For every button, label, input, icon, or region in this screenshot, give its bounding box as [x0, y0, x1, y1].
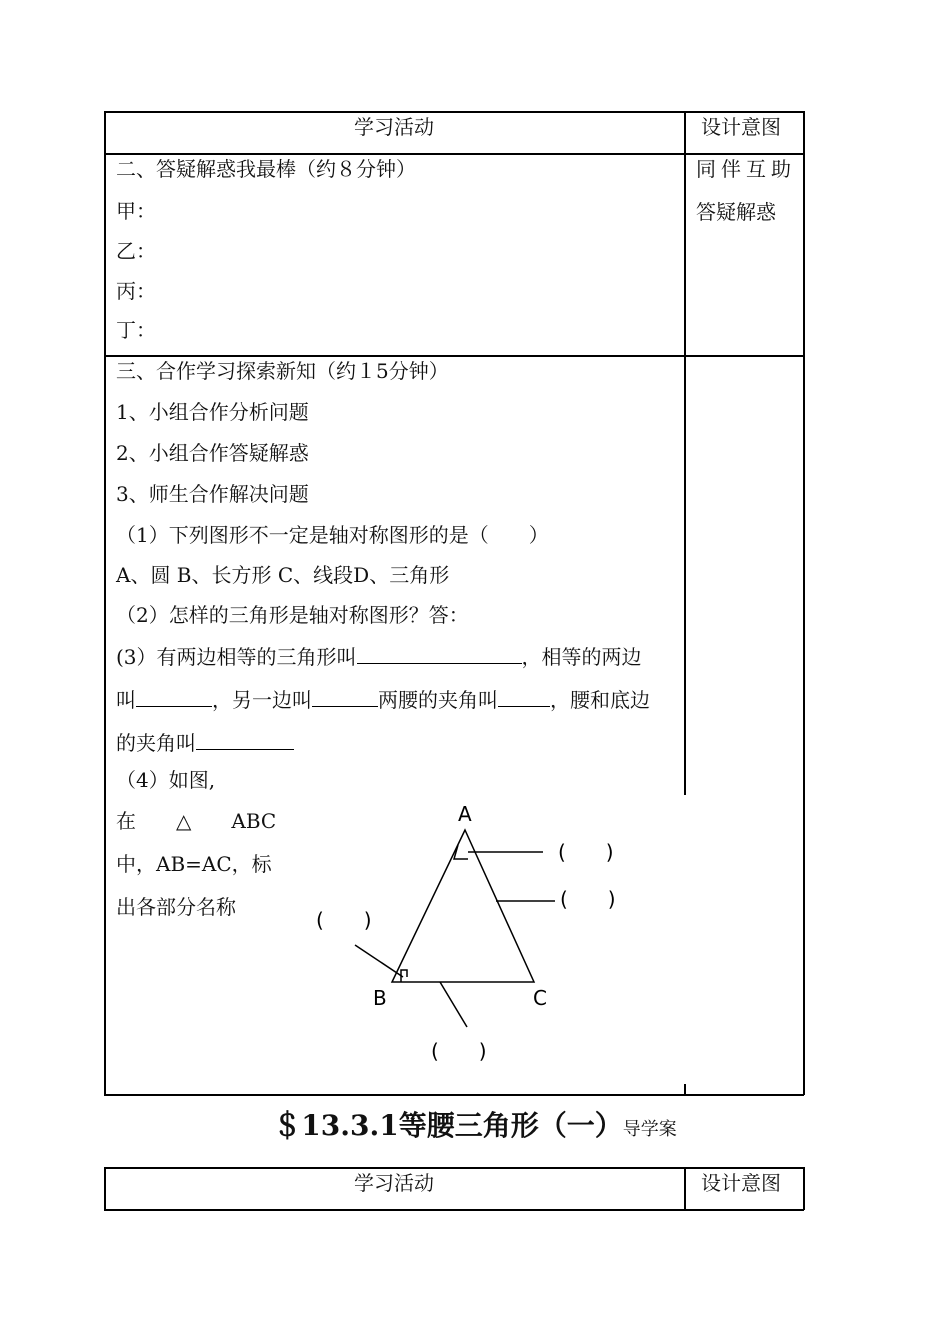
pointer-line-base-angle — [355, 945, 403, 977]
header-design-intent: 设计意图 — [701, 115, 781, 139]
triangle-abc — [392, 830, 534, 982]
vertex-c-label: C — [533, 986, 547, 1010]
step-3: 3、师生合作解决问题 — [116, 482, 309, 506]
table2-header-learning-activity: 学习活动 — [354, 1171, 434, 1195]
title-sub: 导学案 — [622, 1119, 677, 1140]
paren-vertex-angle: ( ) — [558, 840, 614, 864]
pointer-line-base — [440, 982, 467, 1027]
answer-row-ding: 丁： — [116, 318, 156, 342]
paren-base: ( ) — [431, 1039, 487, 1063]
blank-vertex-angle[interactable] — [498, 686, 550, 707]
section2-heading: 二、答疑解惑我最棒（约８分钟） — [116, 157, 416, 181]
step-2: 2、小组合作答疑解惑 — [116, 441, 309, 465]
section3-heading: 三、合作学习探索新知（约１5分钟） — [116, 359, 449, 383]
blank-base-angle[interactable] — [196, 729, 294, 750]
blank-base[interactable] — [312, 686, 378, 707]
paren-base-angle: ( ) — [316, 908, 372, 932]
question-3-line2: 叫 ，另一边叫 两腰的夹角叫 ，腰和底边 — [116, 688, 650, 712]
isosceles-triangle-figure — [300, 795, 670, 1075]
answer-row-yi: 乙： — [116, 239, 156, 263]
question-4-text-1: 在 △ ABC — [116, 809, 277, 833]
table2-header-design-intent: 设计意图 — [701, 1171, 781, 1195]
question-1-options: A、圆 B、长方形 C、线段D、三角形 — [116, 563, 450, 587]
question-2: （2）怎样的三角形是轴对称图形？答： — [116, 603, 469, 627]
intent-answer-doubts: 答疑解惑 — [696, 200, 776, 224]
step-1: 1、小组合作分析问题 — [116, 400, 309, 424]
vertex-b-label: B — [373, 986, 387, 1010]
question-3-line1: (3）有两边相等的三角形叫 ，相等的两边 — [116, 645, 642, 669]
title-main: ＄13.3.1等腰三角形（一） — [273, 1109, 623, 1142]
vertex-a-label: A — [458, 802, 472, 826]
question-1: （1）下列图形不一定是轴对称图形的是（ ） — [116, 523, 549, 547]
paren-leg: ( ) — [560, 887, 616, 911]
answer-row-jia: 甲： — [116, 199, 156, 223]
intent-peer-help: 同伴互助 — [696, 157, 796, 181]
answer-row-bing: 丙： — [116, 279, 156, 303]
blank-legs[interactable] — [136, 686, 212, 707]
question-4: （4）如图, — [116, 768, 216, 792]
question-3-line3: 的夹角叫 — [116, 729, 294, 755]
blank-isosceles-triangle[interactable] — [357, 643, 522, 664]
lesson-title — [0, 1108, 950, 1148]
question-4-text-3: 出各部分名称 — [116, 895, 236, 919]
header-learning-activity: 学习活动 — [354, 115, 434, 139]
question-4-text-2: 中，AB=AC，标 — [116, 852, 272, 876]
